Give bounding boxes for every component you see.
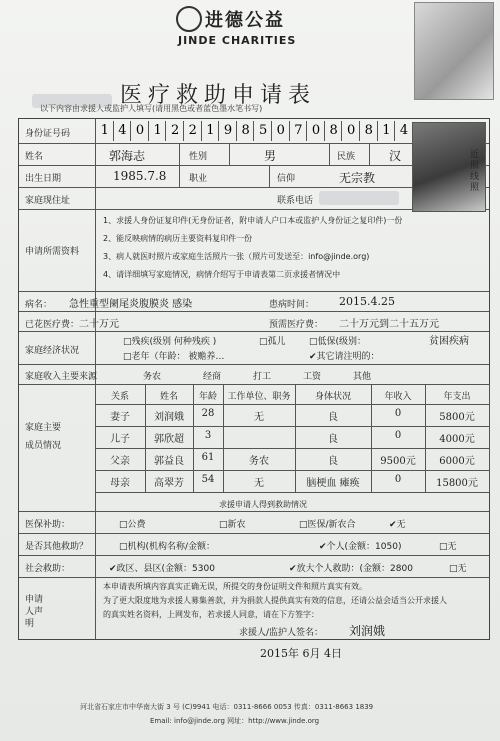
family-cell: 良 <box>328 412 338 423</box>
family-header: 工作单位、职务 <box>227 392 291 402</box>
id-digit: 5 <box>253 121 272 141</box>
family-cell: 高翠芳 <box>154 478 184 489</box>
id-digit: 2 <box>183 121 202 141</box>
family-cell: 6000元 <box>439 456 475 467</box>
photo-label: 近照 线照 <box>470 150 480 193</box>
family-cell: 郭益良 <box>154 456 184 467</box>
birth-value: 1985.7.8 <box>113 169 167 183</box>
family-cell: 郭欣超 <box>154 434 184 445</box>
family-cell: 61 <box>201 452 215 463</box>
id-digit: 0 <box>271 121 290 141</box>
sex-label: 性别 <box>189 152 208 162</box>
id-digit: 8 <box>359 121 378 141</box>
name-value: 郭海志 <box>109 149 146 163</box>
declaration-text: 本申请表所填内容真实正确无误，所提交的身份证明文件和照片真实有效。 <box>103 582 367 591</box>
income-source-label: 家庭收入主要来源 <box>25 372 98 382</box>
family-header: 身体状况 <box>314 392 351 402</box>
family-label: 家庭主要成员情况 <box>25 423 62 451</box>
fill-note: 以下内容由求援人或监护人填写(请用黑色或者蓝色墨水笔书写) <box>40 104 263 113</box>
insurance-label: 医保补助： <box>25 520 71 530</box>
id-digit: 1 <box>148 121 167 141</box>
insurance-option: □公费 <box>119 520 146 530</box>
religion-value: 无宗教 <box>339 171 376 185</box>
name-label: 姓名 <box>25 152 44 162</box>
family-header: 年龄 <box>198 392 217 402</box>
family-cell: 0 <box>394 474 402 485</box>
declaration-label: 申请人声明 <box>25 595 44 629</box>
family-header: 年支出 <box>443 392 471 402</box>
family-cell: 良 <box>328 456 338 467</box>
hospital-photo <box>414 2 494 100</box>
financial-label: 家庭经济状况 <box>25 346 80 356</box>
family-cell: 9500元 <box>380 456 416 467</box>
social-aid-option: □无 <box>449 564 467 574</box>
family-cell: 15800元 <box>436 478 478 489</box>
nation-value: 汉 <box>389 149 402 163</box>
nation-label: 民族 <box>337 152 356 162</box>
family-cell: 0 <box>394 430 402 441</box>
id-digit: 0 <box>341 121 360 141</box>
social-aid-option: ✔政区、县区(金额：5300 <box>109 564 215 574</box>
insurance-option: □新农 <box>219 520 246 530</box>
insurance-option: □医保/新农合 <box>299 520 356 530</box>
id-digit: 7 <box>289 121 308 141</box>
need-label: 预需医疗费： <box>269 320 324 330</box>
material-item: 4、请详细填写家庭情况，病情介绍写于申请表第二页求援者情况中 <box>103 270 341 279</box>
disease-date: 2015.4.25 <box>339 295 395 308</box>
id-digit: 2 <box>165 121 184 141</box>
other-aid-option: □无 <box>439 542 457 552</box>
id-digit: 1 <box>95 121 114 141</box>
logo-cn: 进德公益 <box>205 10 285 31</box>
material-item: 2、能反映病情的病历主要资料复印件一份 <box>103 234 253 243</box>
sex-value: 男 <box>264 149 277 163</box>
source-option: 其他 <box>353 372 372 382</box>
family-cell: 无 <box>254 412 264 423</box>
financial-note: 贫困疾病 <box>429 336 469 347</box>
source-option: 打工 <box>253 372 272 382</box>
cost-label: 已花医疗费： <box>25 320 80 330</box>
family-header: 关系 <box>110 392 129 402</box>
material-item: 1、求援人身份证复印件(无身份证者，附申请人户口本或监护人身份证之复印件)一份 <box>103 216 403 225</box>
financial-option: □残疾(级别 何种残疾 ) <box>123 337 217 347</box>
family-cell: 良 <box>328 434 338 445</box>
signature: 刘润娥 <box>349 624 386 638</box>
disease-value: 急性重型阑尾炎腹膜炎 感染 <box>69 299 193 310</box>
family-cell: 儿子 <box>110 434 130 445</box>
family-cell: 母亲 <box>110 478 130 489</box>
family-cell: 28 <box>201 408 215 419</box>
declaration-text: 为了更大限度地为求援人募集善款，并为捐款人提供真实有效的信息，还请公益会适当公开求援人 <box>103 596 447 605</box>
family-cell: 0 <box>394 408 402 419</box>
financial-option: ✔其它请注明的： <box>309 352 380 362</box>
id-digit: 0 <box>306 121 325 141</box>
family-cell: 54 <box>201 474 215 485</box>
id-digit: 4 <box>113 121 132 141</box>
id-digit: 8 <box>324 121 343 141</box>
insurance-option: ✔无 <box>389 520 406 530</box>
family-cell: 务农 <box>249 456 269 467</box>
family-cell: 父亲 <box>110 456 130 467</box>
id-label: 身份证号码 <box>25 129 71 139</box>
source-option: 务农 <box>143 372 162 382</box>
signature-label: 求援人/监护人签名： <box>239 628 324 638</box>
id-digit: 1 <box>201 121 220 141</box>
financial-option: □老年（年龄： 被赡养… <box>123 352 225 362</box>
need-value: 二十万元到二十五万元 <box>339 319 439 330</box>
address-label: 家庭现住址 <box>25 196 71 206</box>
other-aid-option: ✔个人(金额：1050) <box>319 542 402 552</box>
religion-label: 信仰 <box>277 174 296 184</box>
social-aid-label: 社会救助： <box>25 564 71 574</box>
financial-option: □孤儿 <box>259 337 286 347</box>
family-header: 年收入 <box>384 392 412 402</box>
footer-contact: Email: info@jinde.org 网址：http://www.jinde.org <box>150 717 320 725</box>
cost-value: 二十万元 <box>79 319 119 330</box>
family-cell: 脑梗血 瘫痪 <box>306 478 360 489</box>
family-cell: 无 <box>254 478 264 489</box>
family-header: 姓名 <box>159 392 178 402</box>
id-digit: 1 <box>377 121 396 141</box>
logo-en: JINDE CHARITIES <box>178 34 297 47</box>
birth-label: 出生日期 <box>25 174 62 184</box>
financial-option: □低保(级别： <box>309 337 367 347</box>
family-cell: 刘润娥 <box>154 412 184 423</box>
page-title: 医疗救助申请表 <box>120 83 317 108</box>
id-digit: 4 <box>394 121 413 141</box>
other-aid-option: □机构(机构名称/金额： <box>119 542 216 552</box>
job-label: 职业 <box>189 174 208 184</box>
id-digit: 0 <box>130 121 149 141</box>
id-digit: 8 <box>236 121 255 141</box>
disease-label: 病名： <box>25 300 53 310</box>
footer-address: 河北省石家庄市中华南大街 3 号 (C)9941 电话：0311-8666 0053 传真：0311-8663 1839 <box>80 703 374 711</box>
phone-label: 联系电话 <box>277 196 314 206</box>
material-item: 3、病人就医时照片或家庭生活照片一张（照片可发送至：info@jinde.org) <box>103 252 370 261</box>
aid-history-heading: 求援申请人得到救助情况 <box>219 500 307 509</box>
family-cell: 3 <box>204 430 212 441</box>
disease-date-label: 患病时间： <box>269 300 315 310</box>
other-aid-label: 是否其他救助？ <box>25 542 89 552</box>
sign-date: 2015年 6月 4日 <box>260 647 342 660</box>
social-aid-option: ✔放大个人救助：(金额：2800 <box>289 564 413 574</box>
source-option: 工资 <box>303 372 322 382</box>
family-cell: 妻子 <box>110 412 130 423</box>
jinde-logo-icon <box>176 6 202 32</box>
source-option: 经商 <box>203 372 222 382</box>
redacted-phone <box>319 191 399 205</box>
materials-label: 申请所需资料 <box>25 247 80 257</box>
declaration-text: 的真实姓名资料，上网发布，若求援人同意，请在下方签字： <box>103 610 319 619</box>
family-cell: 4000元 <box>439 434 475 445</box>
family-cell: 5800元 <box>439 412 475 423</box>
id-digit: 9 <box>218 121 237 141</box>
